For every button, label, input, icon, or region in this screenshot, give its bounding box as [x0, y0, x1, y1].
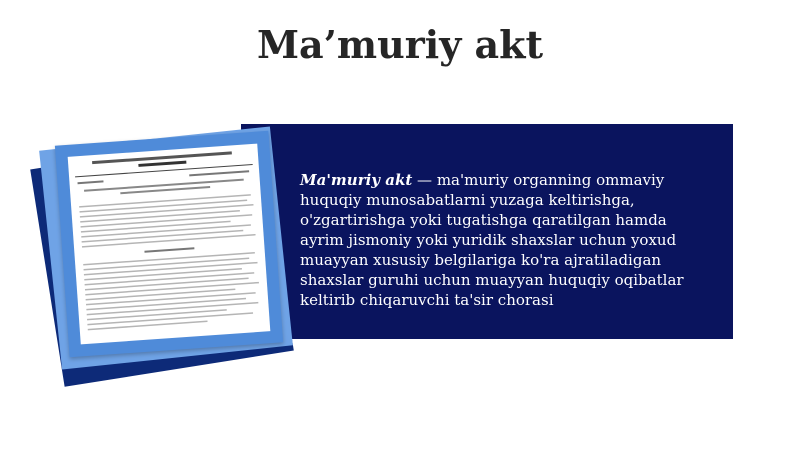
definition-body: — ma'muriy organning ommaviy huquqiy munosabatlarni yuzaga keltirishga, o'zgartirishga yoki tugatishga qaratilgan hamda ayrim jismoniy yoki yuridik shaxslar uchun yoxud muayyan xususiy belgilariga ko'ra ajratiladigan shaxslar guruhi uchun muayyan huquqiy oqibatlar keltirib chiqaruvchi ta'sir chorasi — [300, 171, 684, 309]
document-text-lines — [68, 144, 271, 345]
page-title: Ma’muriy akt — [256, 22, 544, 67]
definition-term: Ma'muriy akt — [300, 171, 413, 189]
document-stack-icon — [55, 131, 283, 357]
definition-text — [300, 170, 710, 310]
document-paper — [68, 144, 271, 345]
